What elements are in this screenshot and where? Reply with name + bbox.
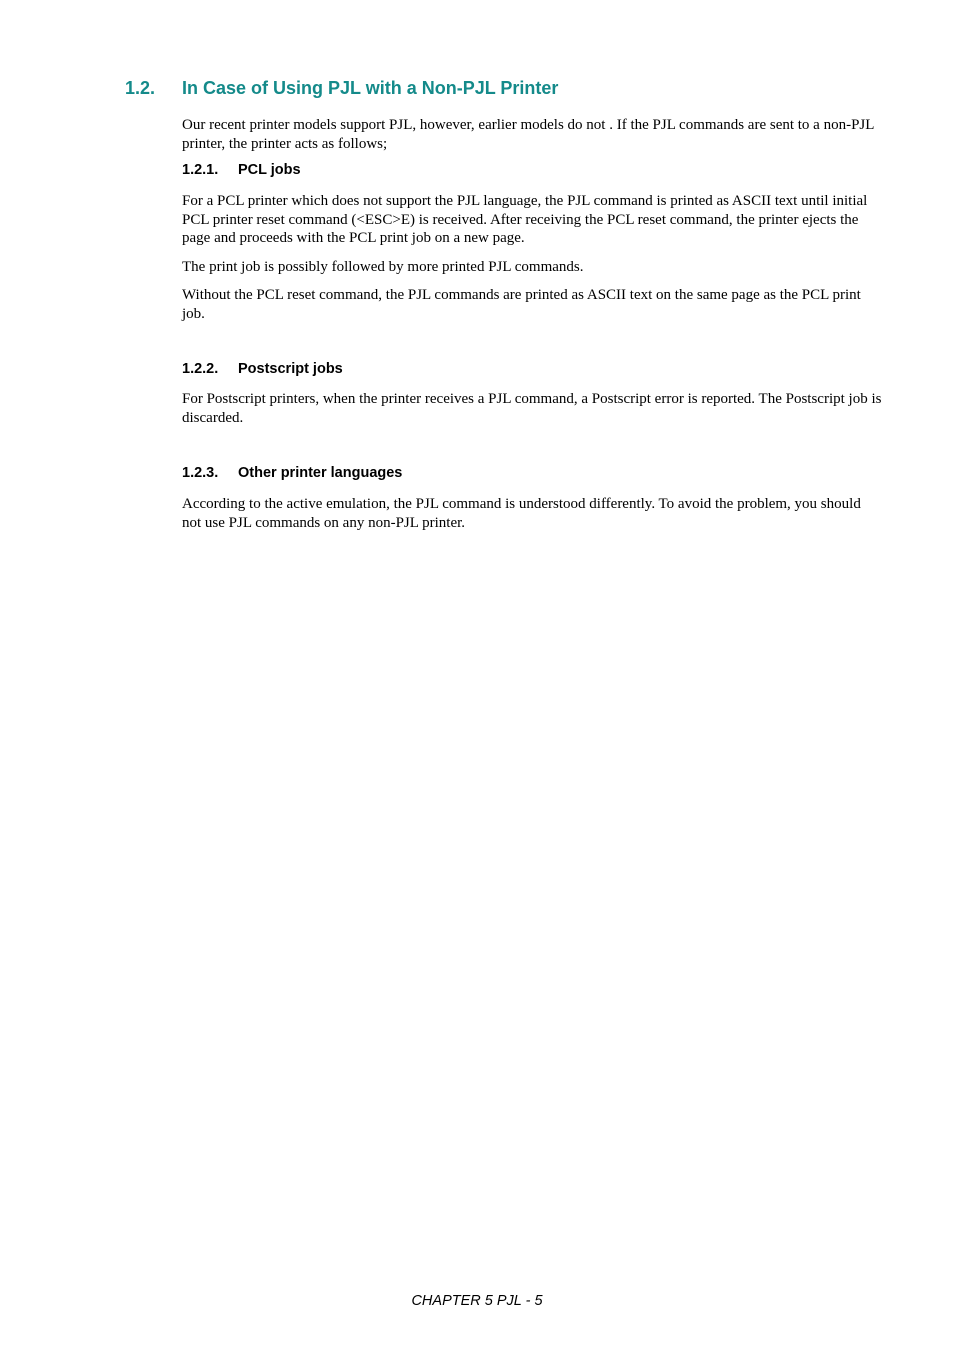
section-heading	[125, 78, 558, 99]
subsection-heading-other-languages	[182, 465, 402, 481]
paragraph: According to the active emulation, the PJL command is understood differently. To avoid the problem, you should not use PJL commands on any non-PJL printer.	[182, 496, 861, 531]
subsection-title: PCL jobs	[238, 162, 301, 178]
page-footer: CHAPTER 5 PJL - 5	[411, 1293, 543, 1309]
subsection-number: 1.2.1.	[182, 162, 219, 178]
paragraph: For Postscript printers, when the printer receives a PJL command, a Postscript error is reported. The Postscript job is discarded.	[182, 391, 882, 426]
subsection-heading-pcl-jobs	[182, 162, 301, 178]
paragraph: For a PCL printer which does not support the PJL language, the PJL command is printed as ASCII text until initial PCL printer reset command (<ESC>E) is received. After receiving the PCL reset command, the printer ejects the page and proceeds with the PCL print job on a new page.	[182, 193, 868, 246]
section-number: 1.2.	[125, 78, 156, 98]
section-intro-paragraph: Our recent printer models support PJL, however, earlier models do not . If the PJL commands are sent to a non-PJL printer, the printer acts as follows;	[182, 117, 874, 152]
section-title: In Case of Using PJL with a Non-PJL Printer	[182, 78, 559, 98]
subsection-heading-postscript-jobs	[182, 361, 343, 377]
subsection-number: 1.2.2.	[182, 361, 219, 377]
subsection-title: Postscript jobs	[238, 361, 343, 377]
paragraph: Without the PCL reset command, the PJL commands are printed as ASCII text on the same page as the PCL print job.	[182, 287, 861, 322]
subsection-number: 1.2.3.	[182, 465, 219, 481]
subsection-title: Other printer languages	[238, 465, 403, 481]
paragraph: The print job is possibly followed by more printed PJL commands.	[182, 259, 584, 275]
